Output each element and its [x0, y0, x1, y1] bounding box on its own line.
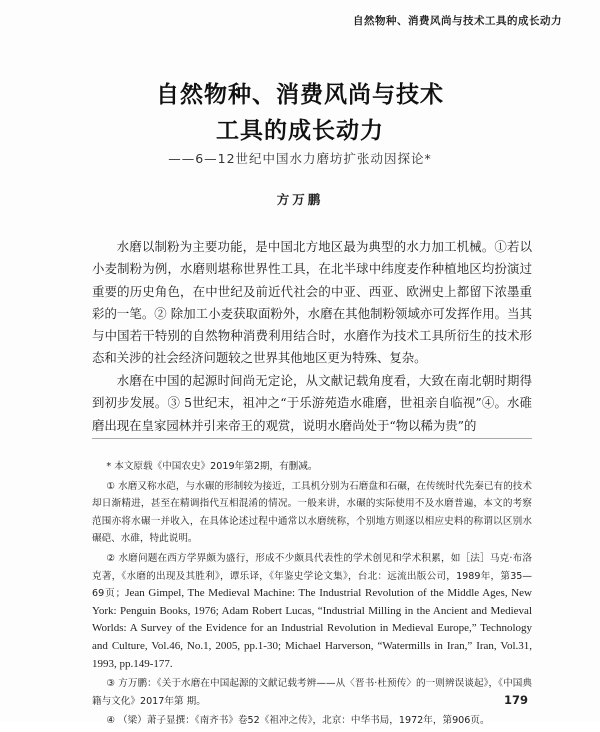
footnote-2-en: Jean Gimpel, The Medieval Machine: The Industrial Revolution of the Middle Ages, New York: Penguin Books, 1976; Adam Robert Lucas, “Industrial Milling in the Ancient and Medieval Worlds: A Survey of the Evidence for an Industrial Revolution in Medieval Europe,” Technology and Culture, Vol.46, No.1, 2005, pp.1-30; Michael Harverson, “Watermills in Iran,” Iran, Vol.31, 1993, pp.149-177.	[92, 587, 532, 670]
footnote-2-zh: ② 水磨问题在西方学界颇为盛行，形成不少颇具代表性的学术创见和学术积累，如［法］马克·布洛克著，《水磨的出现及其胜利》，谭乐译，《年鉴史学论文集》，台北：远流出版公司，1989年，第35—69页；	[92, 552, 532, 600]
article-subtitle: ——6—12世纪中国水力磨坊扩张动因探论*	[168, 151, 432, 166]
running-head: 自然物种、消费风尚与技术工具的成长动力	[353, 15, 562, 27]
body-paragraph-2-text: 水磨在中国的起源时间尚无定论，从文献记载角度看，大致在南北朝时期得到初步发展。③ 5世纪末，祖冲之“于乐游苑造水碓磨，世祖亲自临视”④。水碓磨出现在皇家园林并引来帝王的观赏，说明水磨尚处于“物以稀为贵”的	[92, 373, 532, 433]
body-paragraph-1-text: 水磨以制粉为主要功能，是中国北方地区最为典型的水力加工机械。①若以小麦制粉为例，水磨则堪称世界性工具，在北半球中纬度麦作种植地区均扮演过重要的历史角色，在中世纪及前近代社会的中亚、西亚、欧洲史上都留下浓墨重彩的一笔。② 除加工小麦获取面粉外，水磨在其他制粉领域亦可发挥作用。当其与中国若干特别的自然物种消费利用结合时，水磨作为技术工具所衍生的技术形态和关涉的社会经济问题较之世界其他地区更为特殊、复杂。	[92, 239, 532, 366]
article-title-line-2: 工具的成长动力	[216, 118, 384, 144]
page-number: 179	[503, 693, 528, 707]
footnote-2	[92, 550, 532, 673]
footnote-3: ③ 方万鹏：《关于水磨在中国起源的文献记载考辨——从〈晋书·杜预传〉的一则辨误谈起》，《中国典籍与文化》2017年第 期。	[92, 678, 532, 707]
body-paragraph-2	[92, 370, 532, 437]
footnote-star: * 本文原载《中国农史》2019年第2期，有删减。	[106, 461, 318, 472]
footnote-divider	[92, 438, 532, 439]
author-name: 方万鹏	[276, 192, 324, 207]
footnotes	[92, 458, 532, 732]
footnote-4: ④ （梁）萧子显撰：《南齐书》卷52《祖冲之传》，北京：中华书局，1972年，第906页。	[106, 715, 490, 727]
article-title-line-1: 自然物种、消费风尚与技术	[156, 82, 444, 108]
body-paragraph-1	[92, 236, 532, 370]
footnote-1: ① 水磨又称水硙，与水碾的形制较为接近，工具机分别为石磨盘和石碾，在传统时代先秦已有的技术却日渐精进，甚至在精调指代互相混淆的情况。一般来讲，水碾的实际使用不及水磨普遍，本文的考察范围亦将水碾一并收入，在具体论述过程中通常以水磨统称，个别地方则逐以相应史料的称谓以区别水碾硙、水碓，特此说明。	[92, 480, 532, 545]
